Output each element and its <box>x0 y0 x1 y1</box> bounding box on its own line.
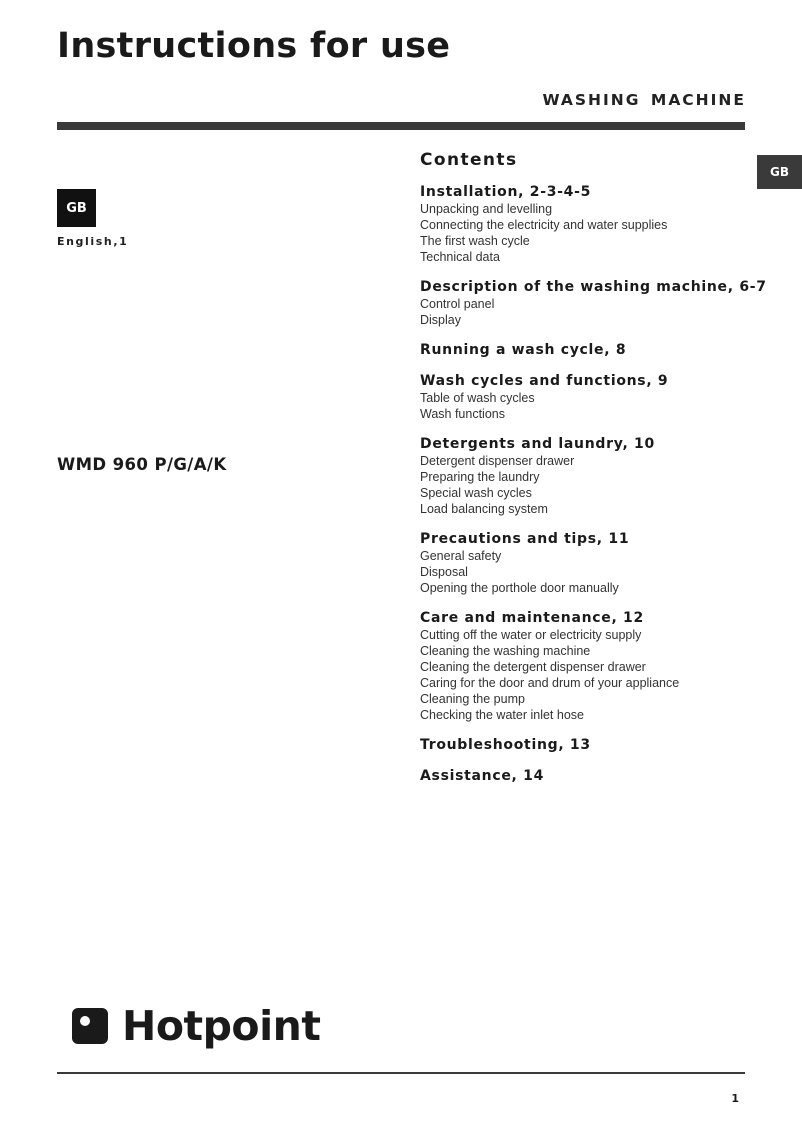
toc-section <box>420 531 750 596</box>
model-number: WMD 960 P/G/A/K <box>57 455 227 474</box>
footer-rule <box>57 1072 745 1074</box>
language-side-tab: GB <box>757 155 802 189</box>
toc-item: Preparing the laundry <box>420 470 540 484</box>
toc-item: Cleaning the pump <box>420 692 525 706</box>
product-type: WASHING MACHINE <box>542 91 746 109</box>
toc-item: The first wash cycle <box>420 234 530 248</box>
page-number: 1 <box>731 1092 739 1105</box>
toc-section <box>420 610 750 723</box>
toc-item: Connecting the electricity and water supplies <box>420 218 668 232</box>
toc-section <box>420 436 750 517</box>
toc-item: Cutting off the water or electricity supply <box>420 628 642 642</box>
toc-item: Control panel <box>420 297 495 311</box>
toc-section <box>420 184 750 265</box>
toc-item: General safety <box>420 549 502 563</box>
hotpoint-logo-icon <box>72 1008 108 1044</box>
toc-item: Unpacking and levelling <box>420 202 553 216</box>
toc-section-title: Detergents and laundry, 10 <box>420 436 655 452</box>
toc-item: Opening the porthole door manually <box>420 581 619 595</box>
language-label: English,1 <box>57 235 129 248</box>
toc-item: Cleaning the detergent dispenser drawer <box>420 660 646 674</box>
toc-section <box>420 279 767 328</box>
toc-section <box>420 737 750 754</box>
brand-name: Hotpoint <box>122 1002 321 1050</box>
toc-item: Special wash cycles <box>420 486 532 500</box>
language-badge: GB <box>57 189 96 227</box>
toc-item: Technical data <box>420 250 500 264</box>
toc-section-title: Precautions and tips, 11 <box>420 531 630 547</box>
toc-section-title: Running a wash cycle, 8 <box>420 342 627 358</box>
page-title: Instructions for use <box>57 26 451 66</box>
header-rule <box>57 122 745 130</box>
toc-section <box>420 342 750 359</box>
toc-item: Table of wash cycles <box>420 391 535 405</box>
toc-item: Display <box>420 313 461 327</box>
toc-item: Detergent dispenser drawer <box>420 454 575 468</box>
toc-section-title: Wash cycles and functions, 9 <box>420 373 669 389</box>
brand-logo <box>72 1002 320 1050</box>
toc-item: Disposal <box>420 565 468 579</box>
toc-section-title: Assistance, 14 <box>420 768 545 784</box>
table-of-contents <box>420 184 767 799</box>
toc-item: Caring for the door and drum of your appliance <box>420 676 680 690</box>
toc-section-title: Description of the washing machine, 6-7 <box>420 279 767 295</box>
toc-section <box>420 768 750 785</box>
toc-section-title: Care and maintenance, 12 <box>420 610 644 626</box>
toc-item: Cleaning the washing machine <box>420 644 591 658</box>
toc-section-title: Troubleshooting, 13 <box>420 737 591 753</box>
toc-section <box>420 373 750 422</box>
toc-item: Load balancing system <box>420 502 548 516</box>
toc-item: Wash functions <box>420 407 505 421</box>
contents-heading: Contents <box>420 150 518 170</box>
toc-section-title: Installation, 2-3-4-5 <box>420 184 592 200</box>
toc-item: Checking the water inlet hose <box>420 708 584 722</box>
